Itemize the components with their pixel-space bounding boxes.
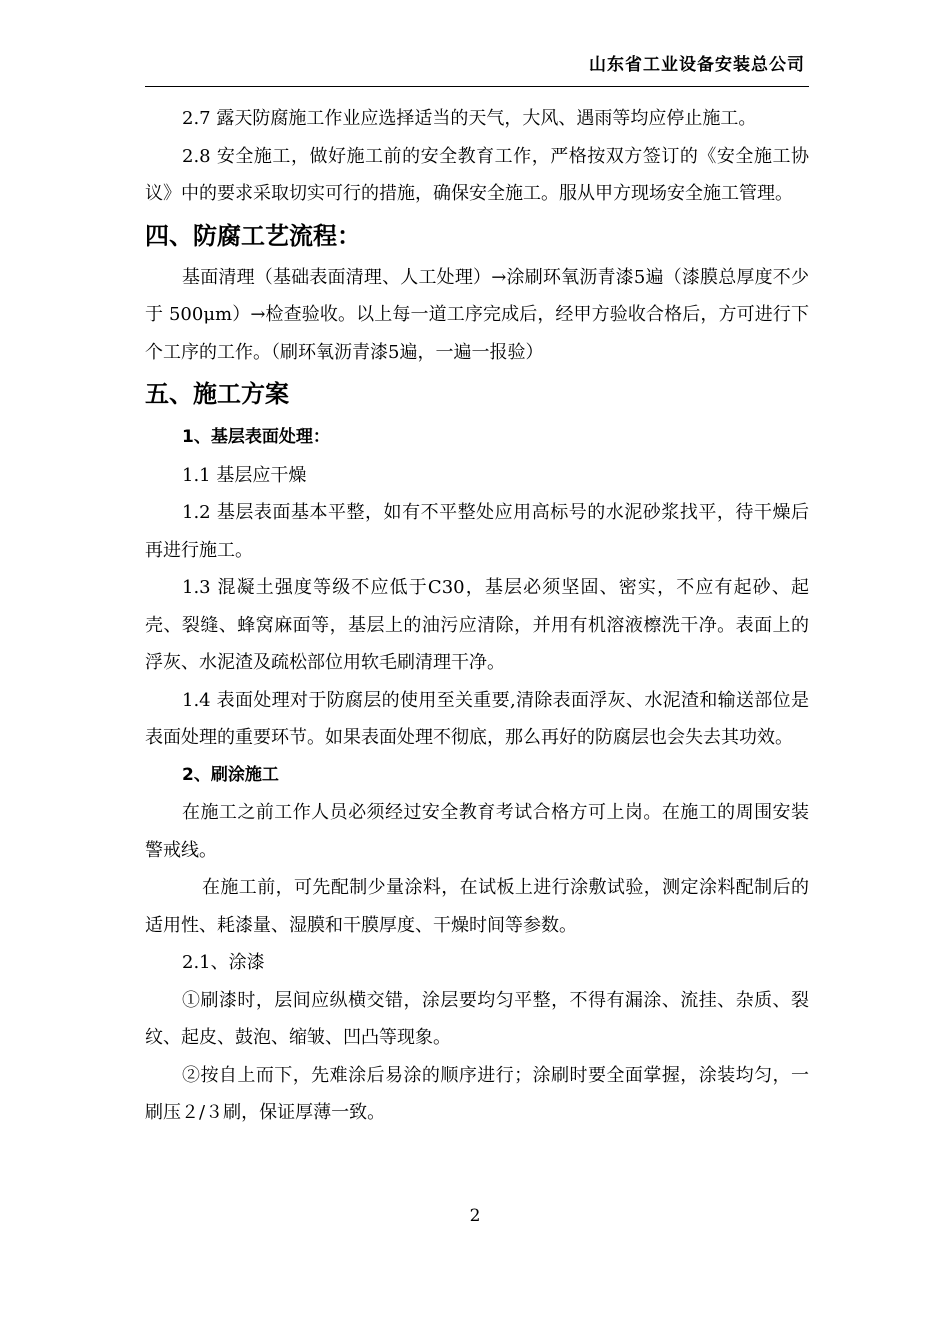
- header-divider: [145, 86, 809, 87]
- paragraph-2-7: 2.7 露天防腐施工作业应选择适当的天气，大风、遇雨等均应停止施工。: [182, 108, 757, 129]
- section-heading-5: 五、施工方案: [145, 380, 289, 408]
- paragraph-1-2: 1.2 基层表面基本平整，如有不平整处应用高标号的水泥砂浆找平，待干燥后再进行施工。: [145, 502, 809, 561]
- paragraph-coating-rule-1: ①刷漆时，层间应纵横交错，涂层要均匀平整，不得有漏涂、流挂、杂质、裂纹、起皮、鼓泡、缩皱、凹凸等现象。: [145, 989, 809, 1048]
- section-heading-4: 四、防腐工艺流程：: [145, 221, 361, 250]
- paragraph-2-1: 2.1、涂漆: [182, 952, 265, 973]
- page-number: 2: [469, 1206, 481, 1226]
- process-flow-paragraph: 基面清理（基础表面清理、人工处理）→涂刷环氧沥青漆5遍（漆膜总厚度不少于 500μm）→检查验收。以上每一道工序完成后，经甲方验收合格后，方可进行下个工序的工作。（刷环氧沥青漆5遍，一遍一报验）: [145, 266, 809, 363]
- paragraph-coating-test: 在施工前，可先配制少量涂料，在试板上进行涂敷试验，测定涂料配制后的适用性、耗漆量、湿膜和干膜厚度、干燥时间等参数。: [145, 877, 809, 936]
- paragraph-coating-rule-2: ②按自上而下，先难涂后易涂的顺序进行；涂刷时要全面掌握，涂装均匀，一刷压２/３刷，保证厚薄一致。: [145, 1064, 809, 1123]
- paragraph-1-3: 1.3 混凝土强度等级不应低于C30，基层必须坚固、密实，不应有起砂、起壳、裂缝、蜂窝麻面等，基层上的油污应清除，并用有机溶液檫洗干净。表面上的浮灰、水泥渣及疏松部位用软毛刷清理干净。: [145, 577, 809, 673]
- paragraph-1-4: 1.4 表面处理对于防腐层的使用至关重要,清除表面浮灰、水泥渣和输送部位是表面处理的重要环节。如果表面处理不彻底，那么再好的防腐层也会失去其功效。: [145, 689, 809, 748]
- paragraph-1-1: 1.1 基层应干燥: [182, 464, 307, 486]
- document-body: [145, 100, 809, 1132]
- paragraph-safety-training: 在施工之前工作人员必须经过安全教育考试合格方可上岗。在施工的周围安装警戒线。: [145, 802, 809, 861]
- subheading-base-treatment: 1、基层表面处理：: [182, 427, 330, 447]
- company-header: 山东省工业设备安装总公司: [589, 55, 805, 75]
- paragraph-2-8: 2.8 安全施工，做好施工前的安全教育工作，严格按双方签订的《安全施工协议》中的要求采取切实可行的措施，确保安全施工。服从甲方现场安全施工管理。: [145, 145, 809, 204]
- subheading-brush-coating: 2、刷涂施工: [182, 764, 279, 785]
